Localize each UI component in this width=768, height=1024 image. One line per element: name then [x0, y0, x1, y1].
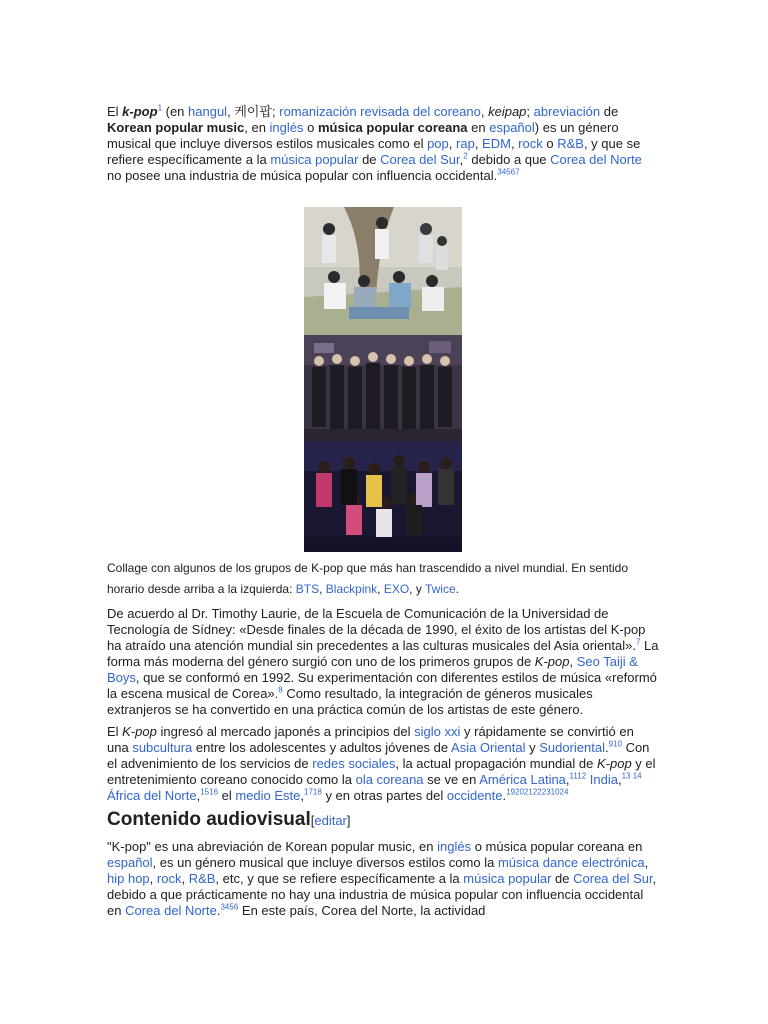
ref-link[interactable]: 34567 [497, 167, 520, 177]
section-title: Contenido audiovisual [107, 809, 311, 830]
figure-caption [107, 558, 659, 600]
link-espanol[interactable]: español [107, 855, 153, 870]
link-exo[interactable]: EXO [383, 582, 410, 596]
text: , [565, 772, 570, 787]
text: , [181, 871, 189, 886]
link-musica-dance[interactable]: música dance electrónica [497, 855, 645, 870]
term-kpop: K-pop [534, 654, 570, 669]
text: , que se conformó en 1992. Su experimentación con diferentes estilos de música «reformó la escena musical de Corea». [107, 670, 657, 701]
term-kpop: k-pop [122, 104, 158, 119]
link-corea-del-sur[interactable]: Corea del Sur [573, 871, 653, 886]
term-korean-popular-music: Korean popular music [107, 120, 245, 135]
text: Como resultado, la integración de géneros musicales extranjeros se ha convertido en una práctica común de los artistas de este género. [107, 686, 593, 717]
text: ; [272, 104, 280, 119]
link-medio-este[interactable]: medio Este [235, 788, 301, 803]
link-rap[interactable]: rap [456, 136, 475, 151]
edit-link[interactable]: editar [314, 813, 347, 828]
link-ingles[interactable]: inglés [269, 120, 304, 135]
edit-section [311, 813, 351, 828]
link-rnb[interactable]: R&B [557, 136, 584, 151]
text: o [303, 120, 318, 135]
ref-link[interactable]: 1718 [304, 787, 322, 797]
text: ; [526, 104, 534, 119]
kpop-collage-image[interactable] [304, 207, 462, 552]
paragraph-laurie [107, 606, 659, 718]
text: De acuerdo al Dr. Timothy Laurie, de la Escuela de Comunicación de la Universidad de Tecnología de Sídney: «Desde finales de la década de 1990, el éxito de los artistas del K-pop ha atraído una atención mundial sin precedentes a las culturas musicales del Asia oriental». [107, 606, 646, 653]
text: o [542, 136, 558, 151]
section-heading [107, 808, 351, 833]
link-musica-popular[interactable]: música popular [270, 152, 359, 167]
text: En este país, Corea del Norte, la actividad [238, 903, 486, 918]
photo-twice [304, 441, 462, 552]
link-bts[interactable]: BTS [295, 582, 320, 596]
link-hangul[interactable]: hangul [188, 104, 228, 119]
text: , [196, 788, 201, 803]
link-africa-del-norte[interactable]: África del Norte [107, 788, 197, 803]
link-america-latina[interactable]: América Latina [479, 772, 566, 787]
link-twice[interactable]: Twice [424, 582, 456, 596]
link-rnb[interactable]: R&B [188, 871, 216, 886]
link-india[interactable]: India [589, 772, 618, 787]
text: y el entretenimiento coreano conocido como la [107, 756, 656, 787]
ref-link[interactable]: 8 [278, 685, 283, 695]
text: entre los adolescentes y adultos jóvenes de [192, 740, 452, 755]
link-corea-del-norte[interactable]: Corea del Norte [125, 903, 217, 918]
ref-link[interactable]: 1112 [569, 771, 587, 781]
text: ) es un género musical que incluye diversos estilos musicales como el [107, 120, 619, 151]
link-abreviacion[interactable]: abreviación [533, 104, 601, 119]
photo-exo [304, 335, 462, 441]
link-espanol[interactable]: español [489, 120, 535, 135]
text: , [300, 788, 305, 803]
link-rock[interactable]: rock [156, 871, 182, 886]
text: debido a que [467, 152, 551, 167]
term-keipap: keipap [488, 104, 527, 119]
ref-link[interactable]: 910 [608, 739, 622, 749]
text: El [107, 104, 123, 119]
link-rock[interactable]: rock [518, 136, 543, 151]
link-occidente[interactable]: occidente [446, 788, 503, 803]
text: , [480, 104, 489, 119]
text: . [455, 582, 459, 596]
term-kpop: K-pop [596, 756, 632, 771]
text: se ve en [423, 772, 480, 787]
text: , es un género musical que incluye diversos estilos como la [152, 855, 498, 870]
text: no posee una industria de música popular con influencia occidental. [107, 168, 498, 183]
link-pop[interactable]: pop [427, 136, 449, 151]
text: , y [409, 582, 425, 596]
text: , en [244, 120, 270, 135]
text: (en [162, 104, 189, 119]
link-siglo-xxi[interactable]: siglo xxi [414, 724, 461, 739]
link-blackpink[interactable]: Blackpink [325, 582, 378, 596]
bracket: ] [346, 813, 351, 828]
text: , la actual propagación mundial de [395, 756, 597, 771]
text: y en otras partes del [321, 788, 447, 803]
link-ingles[interactable]: inglés [437, 839, 472, 854]
link-romanizacion[interactable]: romanización revisada del coreano [279, 104, 481, 119]
text: , [459, 152, 464, 167]
ref-link[interactable]: 3456 [220, 902, 239, 912]
text: de [358, 152, 381, 167]
ref-link[interactable]: 2 [463, 151, 468, 161]
text: , [227, 104, 235, 119]
text: , [377, 582, 384, 596]
link-corea-del-norte[interactable]: Corea del Norte [550, 152, 642, 167]
ref-link[interactable]: 19202122231024 [506, 787, 569, 797]
link-ola-coreana[interactable]: ola coreana [355, 772, 424, 787]
text: , [510, 136, 519, 151]
link-asia-oriental[interactable]: Asia Oriental [451, 740, 526, 755]
text: , debido a que prácticamente no hay una industria de música popular con influencia occidental en [107, 871, 657, 918]
term-kpop: K-pop [122, 724, 157, 739]
link-sudoriental[interactable]: Sudoriental [539, 740, 605, 755]
ref-link[interactable]: 1 [157, 103, 163, 113]
text: . [604, 740, 609, 755]
text: y [525, 740, 540, 755]
text: , [569, 654, 577, 669]
ref-link[interactable]: 13 14 [621, 771, 642, 781]
link-redes-sociales[interactable]: redes sociales [312, 756, 396, 771]
paragraph-audiovisual [107, 839, 659, 919]
text: , [617, 772, 622, 787]
text: ingresó al mercado japonés a principios del [156, 724, 415, 739]
ref-link[interactable]: 7 [635, 637, 641, 647]
text: el [218, 788, 236, 803]
link-seo-taiji-boys[interactable]: Seo Taiji & Boys [107, 654, 638, 685]
text: en [467, 120, 490, 135]
text: , [448, 136, 457, 151]
link-hip-hop[interactable]: hip hop [107, 871, 150, 886]
text: , [319, 582, 326, 596]
text: de [600, 104, 619, 119]
text: , [474, 136, 483, 151]
text: y rápidamente se convirtió en una [107, 724, 634, 755]
link-subcultura[interactable]: subcultura [132, 740, 193, 755]
text: "K-pop" es una abreviación de Korean popular music, en [107, 839, 438, 854]
bracket: [ [310, 813, 315, 828]
paragraph-japan [107, 724, 659, 804]
term-musica-popular-coreana: música popular coreana [317, 120, 468, 135]
link-corea-del-sur[interactable]: Corea del Sur [380, 152, 460, 167]
text: La forma más moderna del género surgió con uno de los primeros grupos de [107, 638, 659, 669]
ref-link[interactable]: 1516 [200, 787, 219, 797]
korean-term: 케이팝 [234, 104, 272, 119]
text: , [149, 871, 157, 886]
text: o música popular coreana en [471, 839, 643, 854]
text: de [551, 871, 574, 886]
photo-bts [304, 207, 462, 335]
text: . [216, 903, 221, 918]
collage-svg [304, 207, 462, 552]
text: , [644, 855, 649, 870]
link-musica-popular[interactable]: música popular [463, 871, 552, 886]
text: , etc, y que se refiere específicamente a la [215, 871, 464, 886]
text: . [502, 788, 507, 803]
text: Con el advenimiento de los servicios de [107, 740, 650, 771]
link-edm[interactable]: EDM [482, 136, 511, 151]
intro-paragraph [107, 104, 659, 184]
text: Collage con algunos de los grupos de K-pop que más han trascendido a nivel mundial. En sentido horario desde arriba a la izquierda: [107, 561, 629, 596]
text: El [107, 724, 123, 739]
text: , y que se refiere específicamente a la [107, 136, 641, 167]
